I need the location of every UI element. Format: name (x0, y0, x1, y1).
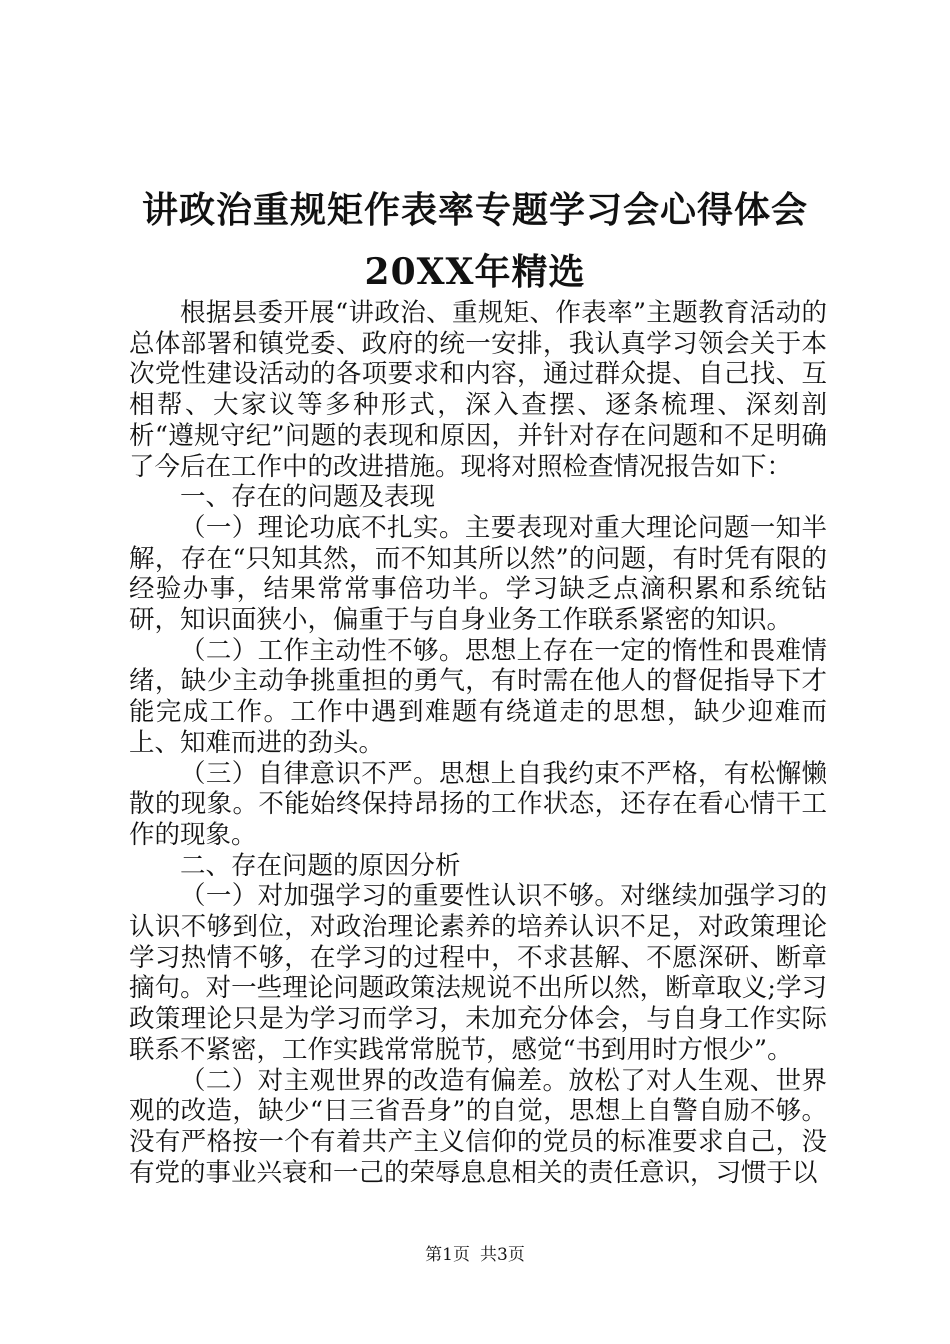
page-footer (0, 1245, 950, 1265)
page-number-current: 第1页 (425, 1245, 470, 1265)
document-title-line2: 20XX年精选 (364, 251, 586, 293)
section-heading-1: 一、存在的问题及表现 (180, 482, 436, 513)
paragraph-intro: 根据县委开展“讲政治、重规矩、作表率”主题教育活动的总体部署和镇党委、政府的统一安排，我认真学习领会关于本次党性建设活动的各项要求和内容，通过群众提、自己找、互相帮、大家议等多种形式，深入查摆、逐条梳理、深刻剖析“遵规守纪”问题的表现和原因，并针对存在问题和不足明确了今后在工作中的改进措施。现将对照检查情况报告如下： (129, 298, 827, 482)
section-heading-2: 二、存在问题的原因分析 (180, 850, 461, 881)
paragraph-1-2: （二）工作主动性不够。思想上存在一定的惰性和畏难情绪，缺少主动争挑重担的勇气，有时需在他人的督促指导下才能完成工作。工作中遇到难题有绕道走的思想，缺少迎难而上、知难而进的劲头。 (129, 635, 827, 758)
paragraph-2-1: （一）对加强学习的重要性认识不够。对继续加强学习的认识不够到位，对政治理论素养的培养认识不足，对政策理论学习热情不够，在学习的过程中，不求甚解、不愿深研、断章摘句。对一些理论问题政策法规说不出所以然，断章取义;学习政策理论只是为学习而学习，未加充分体会，与自身工作实际联系不紧密，工作实践常常脱节，感觉“书到用时方恨少”。 (129, 881, 827, 1065)
document-title-line1: 讲政治重规矩作表率专题学习会心得体会 (141, 189, 808, 231)
paragraph-1-3: （三）自律意识不严。思想上自我约束不严格，有松懈懒散的现象。不能始终保持昂扬的工作状态，还存在看心情干工作的现象。 (129, 758, 827, 850)
paragraph-2-2: （二）对主观世界的改造有偏差。放松了对人生观、世界观的改造，缺少“日三省吾身”的自觉，思想上自警自励不够。没有严格按一个有着共产主义信仰的党员的标准要求自己，没有党的事业兴衰和一己的荣辱息息相关的责任意识，习惯于以 (129, 1065, 827, 1188)
paragraph-1-1: （一）理论功底不扎实。主要表现对重大理论问题一知半解，存在“只知其然，而不知其所以然”的问题，有时凭有限的经验办事，结果常常事倍功半。学习缺乏点滴积累和系统钻研，知识面狭小，偏重于与自身业务工作联系紧密的知识。 (129, 512, 827, 636)
document-body (129, 298, 827, 1188)
page-number-total: 共3页 (480, 1245, 525, 1265)
